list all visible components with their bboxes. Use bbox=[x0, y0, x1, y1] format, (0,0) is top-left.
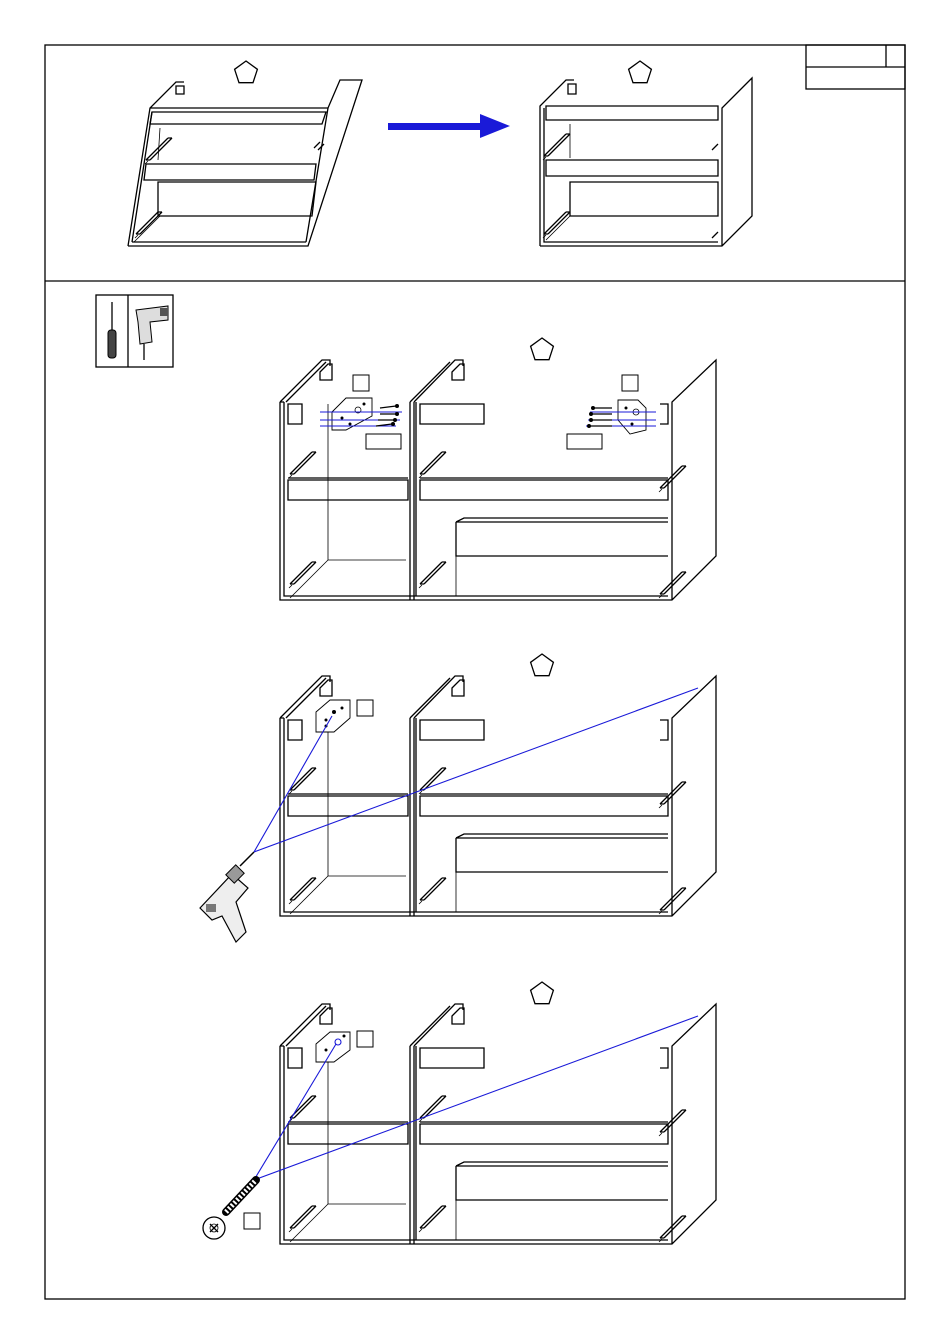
marker-panel-3 bbox=[531, 982, 554, 1004]
part-tag-b bbox=[622, 375, 638, 391]
cabinet-before bbox=[128, 80, 362, 246]
part-tag-e bbox=[244, 1213, 260, 1229]
part-tag-d bbox=[357, 1031, 373, 1047]
cabinet-after bbox=[540, 78, 752, 246]
screw-icon bbox=[203, 1180, 256, 1239]
transform-arrow bbox=[388, 114, 510, 138]
bracket-mounted bbox=[316, 700, 350, 732]
part-tag-a bbox=[353, 375, 369, 391]
connector-bracket-right bbox=[586, 400, 656, 434]
marker-before bbox=[235, 61, 258, 83]
label-box-right bbox=[567, 434, 602, 449]
screwdriver-icon bbox=[108, 302, 116, 358]
marker-after bbox=[629, 61, 652, 83]
panel-screw-fix bbox=[203, 982, 716, 1244]
drill-icon bbox=[136, 306, 168, 360]
bracket-mounted bbox=[316, 1032, 350, 1062]
part-tag-c bbox=[357, 700, 373, 716]
panel-connector-placement bbox=[280, 338, 716, 600]
marker-panel-1 bbox=[531, 338, 554, 360]
marker-panel-2 bbox=[531, 654, 554, 676]
page-frame bbox=[45, 45, 905, 1299]
drill-icon bbox=[200, 852, 254, 942]
panel-pre-drill bbox=[200, 654, 716, 942]
tools-box bbox=[96, 295, 173, 367]
connector-bracket-left bbox=[320, 398, 402, 430]
header-box bbox=[806, 45, 905, 89]
label-box-left bbox=[366, 434, 401, 449]
